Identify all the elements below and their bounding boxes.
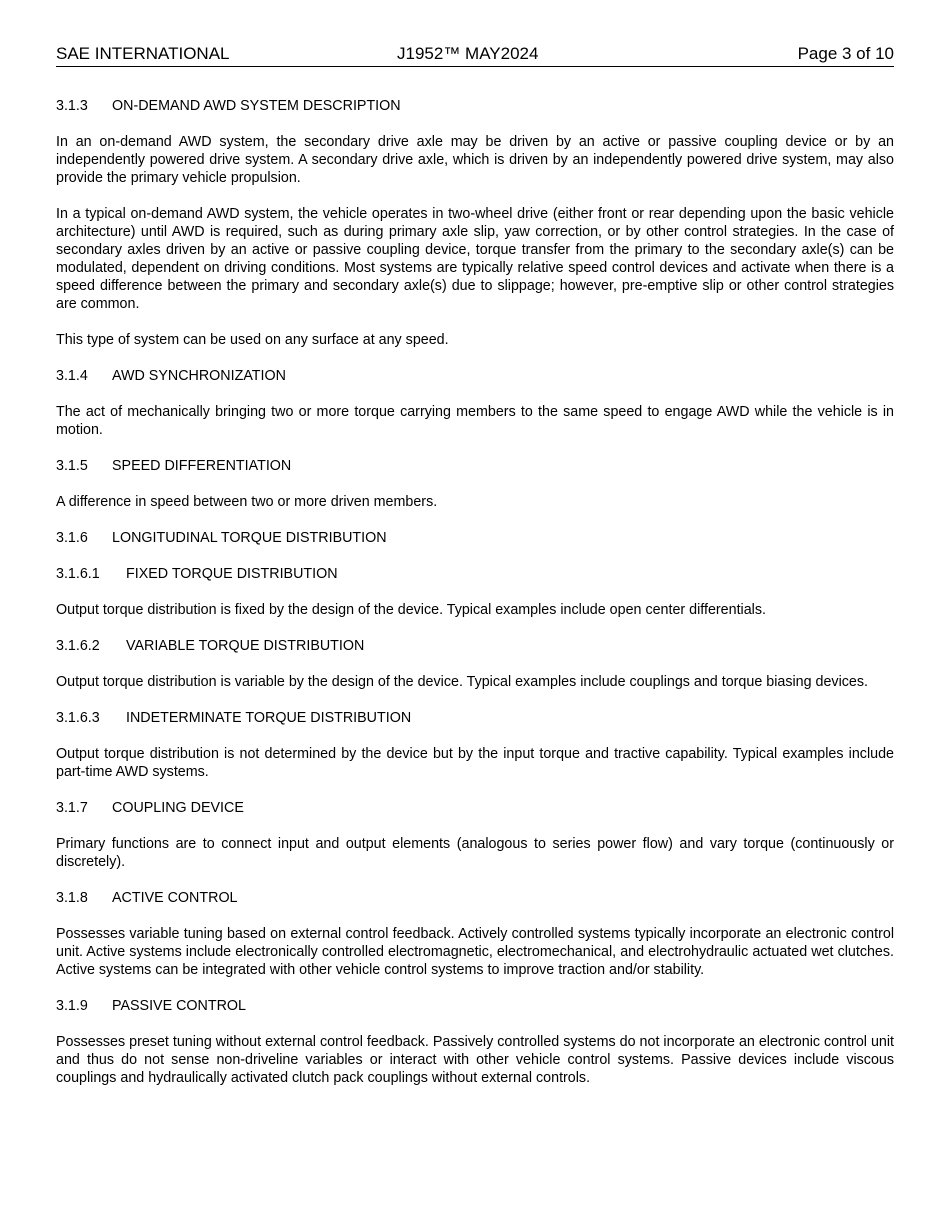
- section-title: LONGITUDINAL TORQUE DISTRIBUTION: [112, 530, 387, 546]
- section-title: ON-DEMAND AWD SYSTEM DESCRIPTION: [112, 98, 401, 114]
- section-heading: [56, 457, 894, 475]
- subsection-heading: [56, 565, 894, 583]
- paragraph: Primary functions are to connect input and output elements (analogous to series power flow) and vary torque (continuously or discretely).: [56, 836, 894, 870]
- section-heading: [56, 97, 894, 115]
- section-number: 3.1.9: [56, 998, 88, 1014]
- page-header: [56, 44, 894, 67]
- paragraph: Output torque distribution is not determined by the device but by the input torque and tractive capability. Typical examples include part-time AWD systems.: [56, 746, 894, 780]
- paragraph: Possesses variable tuning based on external control feedback. Actively controlled systems typically incorporate an electronic control unit. Active systems include electronically controlled electromagnetic, electromechanical, and electrohydraulic actuated wet clutches. Active systems can be integrated with other vehicle control systems to improve traction and/or stability.: [56, 926, 894, 978]
- paragraph: Possesses preset tuning without external control feedback. Passively controlled systems do not incorporate an electronic control unit and thus do not sense non-driveline variables or interact with other vehicle control systems. Passive devices include viscous couplings and hydraulically activated clutch pack couplings without external controls.: [56, 1034, 894, 1086]
- section-number: 3.1.7: [56, 800, 88, 816]
- section-title: AWD SYNCHRONIZATION: [112, 368, 286, 384]
- section-title: ACTIVE CONTROL: [112, 890, 238, 906]
- header-doc-id: J1952™ MAY2024: [397, 44, 539, 63]
- section-heading: [56, 367, 894, 385]
- section-title: COUPLING DEVICE: [112, 800, 244, 816]
- section-heading: [56, 889, 894, 907]
- section-number: 3.1.6: [56, 530, 88, 546]
- section-title: FIXED TORQUE DISTRIBUTION: [126, 566, 338, 582]
- section-title: SPEED DIFFERENTIATION: [112, 458, 292, 474]
- paragraph: This type of system can be used on any surface at any speed.: [56, 332, 449, 348]
- section-number: 3.1.8: [56, 890, 88, 906]
- section-number: 3.1.6.2: [56, 638, 100, 654]
- section-number: 3.1.3: [56, 98, 88, 114]
- header-page-number: Page 3 of 10: [797, 44, 894, 63]
- paragraph: A difference in speed between two or more driven members.: [56, 494, 438, 510]
- section-number: 3.1.6.3: [56, 710, 100, 726]
- paragraph: Output torque distribution is variable by the design of the device. Typical examples include couplings and torque biasing devices.: [56, 674, 868, 690]
- section-title: VARIABLE TORQUE DISTRIBUTION: [126, 638, 365, 654]
- paragraph: The act of mechanically bringing two or more torque carrying members to the same speed to engage AWD while the vehicle is in motion.: [56, 404, 894, 438]
- section-number: 3.1.6.1: [56, 566, 100, 582]
- section-heading: [56, 997, 894, 1015]
- paragraph: In a typical on-demand AWD system, the vehicle operates in two-wheel drive (either front or rear depending upon the basic vehicle architecture) until AWD is required, such as during primary axle slip, yaw correction, or by other control strategies. In the case of secondary axles driven by an active or passive coupling device, torque transfer from the primary to the secondary axle(s) can be modulated, dependent on driving conditions. Most systems are typically relative speed control devices and activate when there is a speed difference between the primary and secondary axle(s) due to slippage; however, pre-emptive slip or other control strategies are common.: [56, 206, 894, 312]
- section-title: INDETERMINATE TORQUE DISTRIBUTION: [126, 710, 412, 726]
- paragraph: Output torque distribution is fixed by the design of the device. Typical examples include open center differentials.: [56, 602, 766, 618]
- section-number: 3.1.5: [56, 458, 88, 474]
- paragraph: In an on-demand AWD system, the secondary drive axle may be driven by an active or passive coupling device or by an independently powered drive system. A secondary drive axle, which is driven by an independently powered drive system, may also provide the primary vehicle propulsion.: [56, 134, 894, 186]
- section-heading: [56, 799, 894, 817]
- section-title: PASSIVE CONTROL: [112, 998, 246, 1014]
- subsection-heading: [56, 637, 894, 655]
- document-body: [56, 97, 894, 1105]
- section-heading: [56, 529, 894, 547]
- section-number: 3.1.4: [56, 368, 88, 384]
- header-org: SAE INTERNATIONAL: [56, 44, 230, 63]
- subsection-heading: [56, 709, 894, 727]
